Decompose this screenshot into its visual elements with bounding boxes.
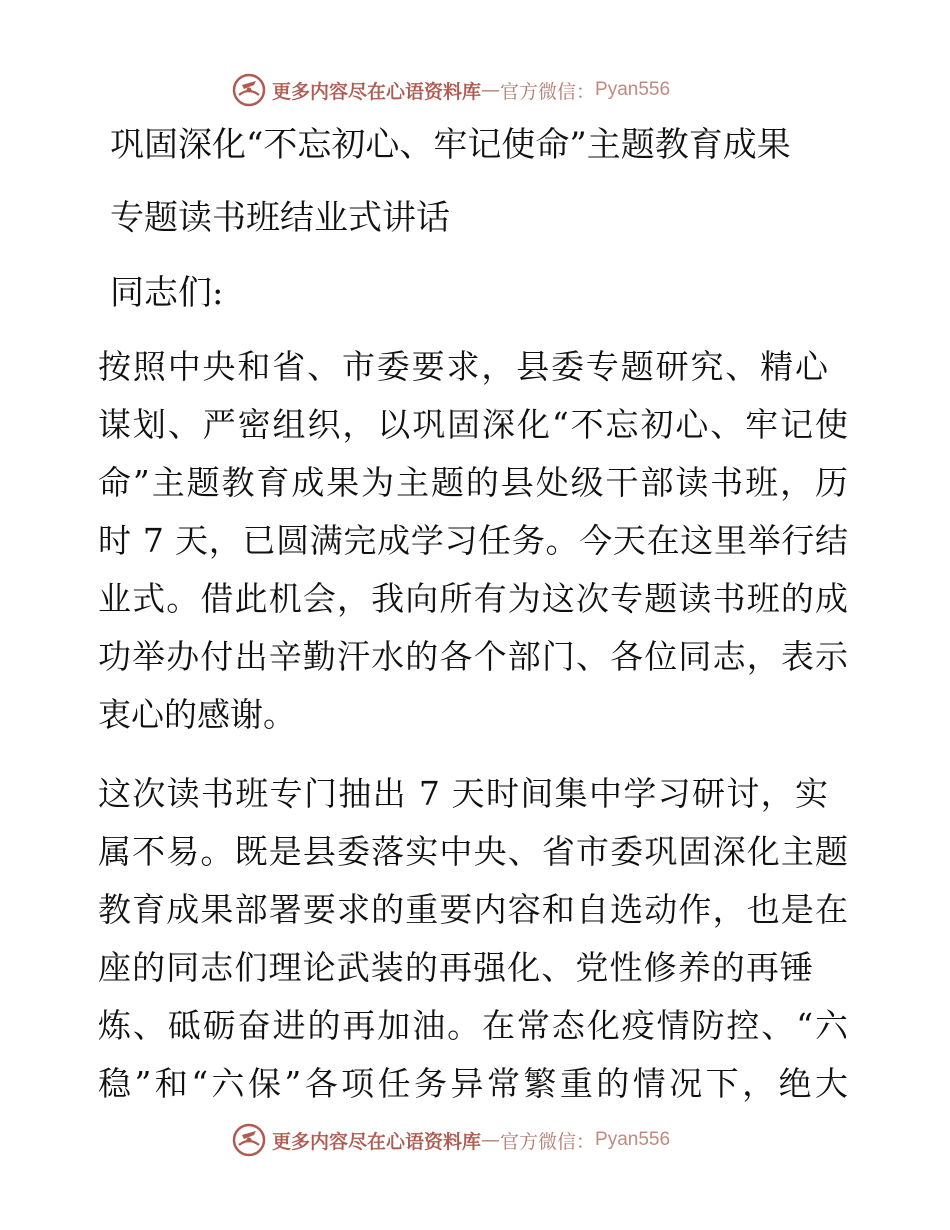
watermark-wechat-id: Pyan556 bbox=[595, 1129, 671, 1150]
book-pen-logo-icon bbox=[232, 1123, 266, 1157]
watermark-brand: 更多内容尽在心语资料库 bbox=[272, 80, 482, 103]
document-title-line-2: 专题读书班结业式讲话 bbox=[110, 198, 450, 238]
paragraph-line: 命”主题教育成果为主题的县处级干部读书班，历 bbox=[98, 463, 848, 502]
watermark-wechat-id: Pyan556 bbox=[595, 79, 671, 100]
watermark-separator: — bbox=[481, 1129, 501, 1151]
paragraph-line: 功举办付出辛勤汗水的各个部门、各位同志，表示 bbox=[98, 637, 848, 676]
document-title-line-1: 巩固深化“不忘初心、牢记使命”主题教育成果 bbox=[110, 125, 791, 165]
salutation: 同志们: bbox=[110, 273, 224, 313]
paragraph-line: 按照中央和省、市委要求，县委专题研究、精心 bbox=[98, 347, 828, 386]
paragraph-line: 这次读书班专门抽出 7 天时间集中学习研讨，实 bbox=[98, 774, 828, 813]
paragraph-line: 谋划、严密组织，以巩固深化“不忘初心、牢记使 bbox=[98, 405, 848, 444]
header-watermark bbox=[232, 72, 670, 108]
paragraph-line: 炼、砥砺奋进的再加油。在常态化疫情防控、“六 bbox=[98, 1006, 848, 1045]
watermark-label: 官方微信： bbox=[500, 80, 596, 103]
footer-watermark bbox=[232, 1122, 670, 1158]
paragraph-line: 业式。借此机会，我向所有为这次专题读书班的成 bbox=[98, 579, 848, 618]
paragraph-line: 属不易。既是县委落实中央、省市委巩固深化主题 bbox=[98, 832, 848, 871]
watermark-brand: 更多内容尽在心语资料库 bbox=[272, 1130, 482, 1153]
paragraph-line: 教育成果部署要求的重要内容和自选动作，也是在 bbox=[98, 890, 848, 929]
paragraph-line: 时 7 天，已圆满完成学习任务。今天在这里举行结 bbox=[98, 521, 848, 560]
paragraph-line: 座的同志们理论武装的再强化、党性修养的再锤 bbox=[98, 948, 813, 987]
paragraph-line: 稳”和“六保”各项任务异常繁重的情况下，绝大 bbox=[98, 1064, 848, 1103]
watermark-separator: — bbox=[481, 79, 501, 101]
watermark-label: 官方微信： bbox=[500, 1130, 596, 1153]
paragraph-line: 衷心的感谢。 bbox=[98, 695, 296, 734]
book-pen-logo-icon bbox=[232, 73, 266, 107]
